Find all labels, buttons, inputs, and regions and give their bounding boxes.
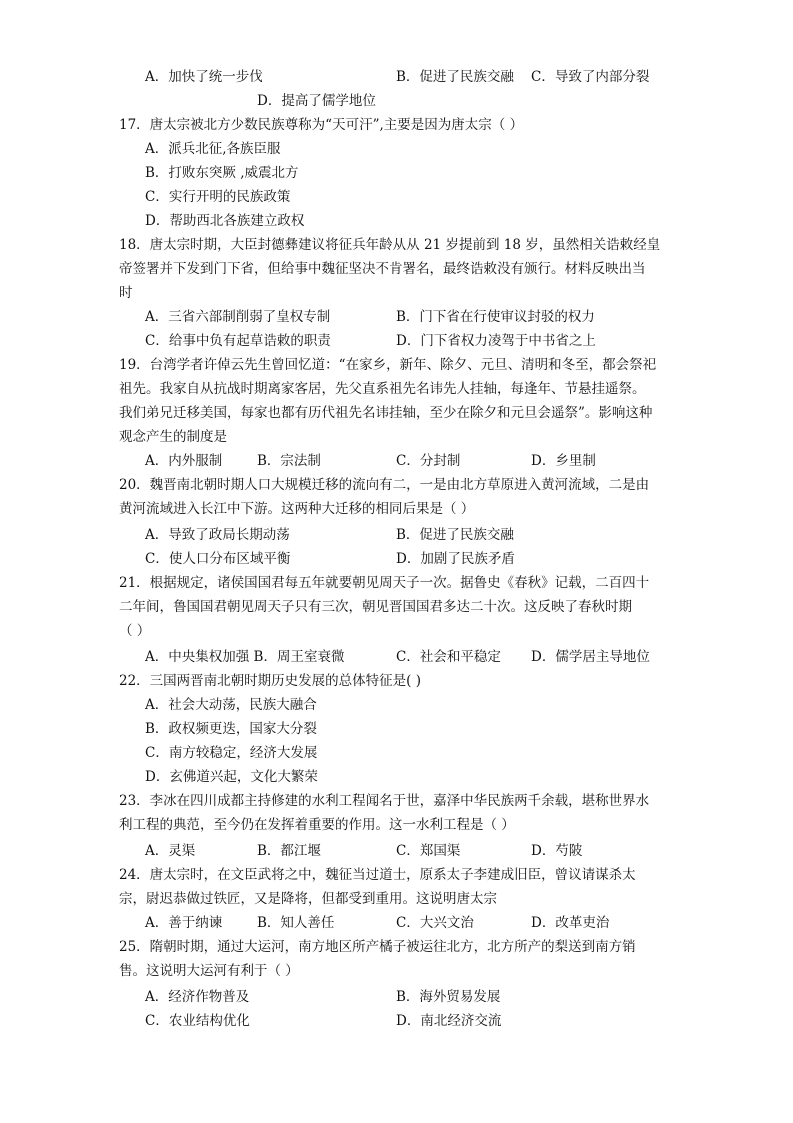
q18-option-a: A．三省六部制削弱了皇权专制 [145, 309, 331, 325]
q22-option-a: A．社会大动荡，民族大融合 [145, 697, 317, 713]
q22-stem: 22．三国两晋南北朝时期历史发展的总体特征是( ) [119, 673, 422, 689]
q24-stem-line-1: 24．唐太宗时，在文臣武将之中，魏征当过道士，原系太子李建成旧臣，曾议请谋杀太 [119, 867, 636, 883]
q18-stem-line-1: 18．唐太宗时期，大臣封德彝建议将征兵年龄从从 21 岁提前到 18 岁，虽然相关诰敕经皇 [119, 237, 661, 253]
q25-option-a: A．经济作物普及 [145, 989, 250, 1005]
q20-option-d: D．加剧了民族矛盾 [396, 551, 515, 567]
q19-option-a: A．内外服制 [145, 453, 223, 469]
q17-option-b: B．打败东突厥 ,威震北方 [145, 165, 299, 181]
q16-option-a: A．加快了统一步伐 [145, 69, 263, 85]
q25-option-b: B．海外贸易发展 [396, 989, 501, 1005]
q20-option-a: A．导致了政局长期动荡 [145, 527, 290, 543]
q19-option-d: D．乡里制 [531, 453, 596, 469]
q23-stem-line-1: 23．李冰在四川成都主持修建的水利工程闻名于世，嘉泽中华民族两千余载，堪称世界水 [119, 793, 650, 809]
q20-option-c: C．使人口分布区域平衡 [145, 551, 291, 567]
q21-stem-line-3: （ ） [119, 623, 151, 639]
q19-stem-line-4: 观念产生的制度是 [119, 429, 227, 445]
q19-stem-line-1: 19．台湾学者许倬云先生曾回忆道：“在家乡，新年、除夕、元旦、清明和冬至，都会祭祀 [119, 357, 657, 373]
q24-option-d: D．改革吏治 [531, 915, 610, 931]
q16-option-c: C．导致了内部分裂 [531, 69, 650, 85]
q17-stem: 17．唐太宗被北方少数民族尊称为“天可汗”,主要是因为唐太宗（ ） [119, 117, 524, 133]
q19-option-b: B．宗法制 [257, 453, 321, 469]
q23-stem-line-2: 利工程的典范，至今仍在发挥着重要的作用。这一水利工程是（ ） [119, 817, 515, 833]
q17-option-c: C．实行开明的民族政策 [145, 189, 291, 205]
q20-option-b: B．促进了民族交融 [396, 527, 514, 543]
q23-option-b: B．都江堰 [257, 843, 321, 859]
q18-stem-line-3: 时 [119, 285, 133, 301]
q21-stem-line-1: 21．根据规定，诸侯国国君每五年就要朝见周天子一次。据鲁史《春秋》记载，二百四十 [119, 575, 650, 591]
q17-option-a: A．派兵北征,各族臣服 [145, 141, 281, 157]
q19-option-c: C．分封制 [396, 453, 461, 469]
q21-option-c: C．社会和平稳定 [396, 649, 501, 665]
q24-option-c: C．大兴文治 [396, 915, 474, 931]
q20-stem-line-1: 20．魏晋南北朝时期人口大规模迁移的流向有二，一是由北方草原进入黄河流域，二是由 [119, 477, 650, 493]
q19-stem-line-3: 我们弟兄迁移美国，每家也都有历代祖先名讳挂轴，至少在除夕和元旦会遥祭”。影响这种 [119, 405, 653, 421]
q25-stem-line-1: 25．隋朝时期，通过大运河，南方地区所产橘子被运往北方，北方所产的梨送到南方销 [119, 939, 636, 955]
q24-option-a: A．善于纳谏 [145, 915, 223, 931]
q24-option-b: B．知人善任 [257, 915, 335, 931]
q21-stem-line-2: 二年间，鲁国国君朝见周天子只有三次，朝见晋国国君多达二十次。这反映了春秋时期 [119, 599, 632, 615]
q18-stem-line-2: 帝签署并下发到门下省，但给事中魏征坚决不肯署名，最终诰敕没有颁行。材料反映出当 [119, 261, 646, 277]
q24-stem-line-2: 宗，尉迟恭做过铁匠，又是降将，但都受到重用。这说明唐太宗 [119, 891, 497, 907]
q19-stem-line-2: 祖先。我家自从抗战时期离家客居，先父直系祖先名讳先人挂轴，每逢年、节悬挂遥祭。 [119, 381, 646, 397]
q22-option-c: C．南方较稳定，经济大发展 [145, 745, 318, 761]
q22-option-b: B．政权频更迭，国家大分裂 [145, 721, 317, 737]
q23-option-d: D．芍陂 [531, 843, 583, 859]
q16-option-b: B．促进了民族交融 [396, 69, 514, 85]
q18-option-b: B．门下省在行使审议封驳的权力 [396, 309, 595, 325]
q17-option-d: D．帮助西北各族建立政权 [145, 213, 305, 229]
q21-option-d: D．儒学居主导地位 [531, 649, 650, 665]
q18-option-c: C．给事中负有起草诰敕的职责 [145, 333, 331, 349]
q21-option-ab: A．中央集权加强 B．周王室衰微 [145, 649, 345, 665]
q16-option-d: D．提高了儒学地位 [257, 93, 376, 109]
q23-option-c: C．郑国渠 [396, 843, 461, 859]
q23-option-a: A．灵渠 [145, 843, 196, 859]
q18-option-d: D．门下省权力凌驾于中书省之上 [396, 333, 596, 349]
q25-stem-line-2: 售。这说明大运河有利于（ ） [119, 963, 299, 979]
q22-option-d: D．玄佛道兴起，文化大繁荣 [145, 769, 318, 785]
q25-option-d: D．南北经济交流 [396, 1013, 502, 1029]
q25-option-c: C．农业结构优化 [145, 1013, 250, 1029]
q20-stem-line-2: 黄河流域进入长江中下游。这两种大迁移的相同后果是（ ） [119, 501, 475, 517]
